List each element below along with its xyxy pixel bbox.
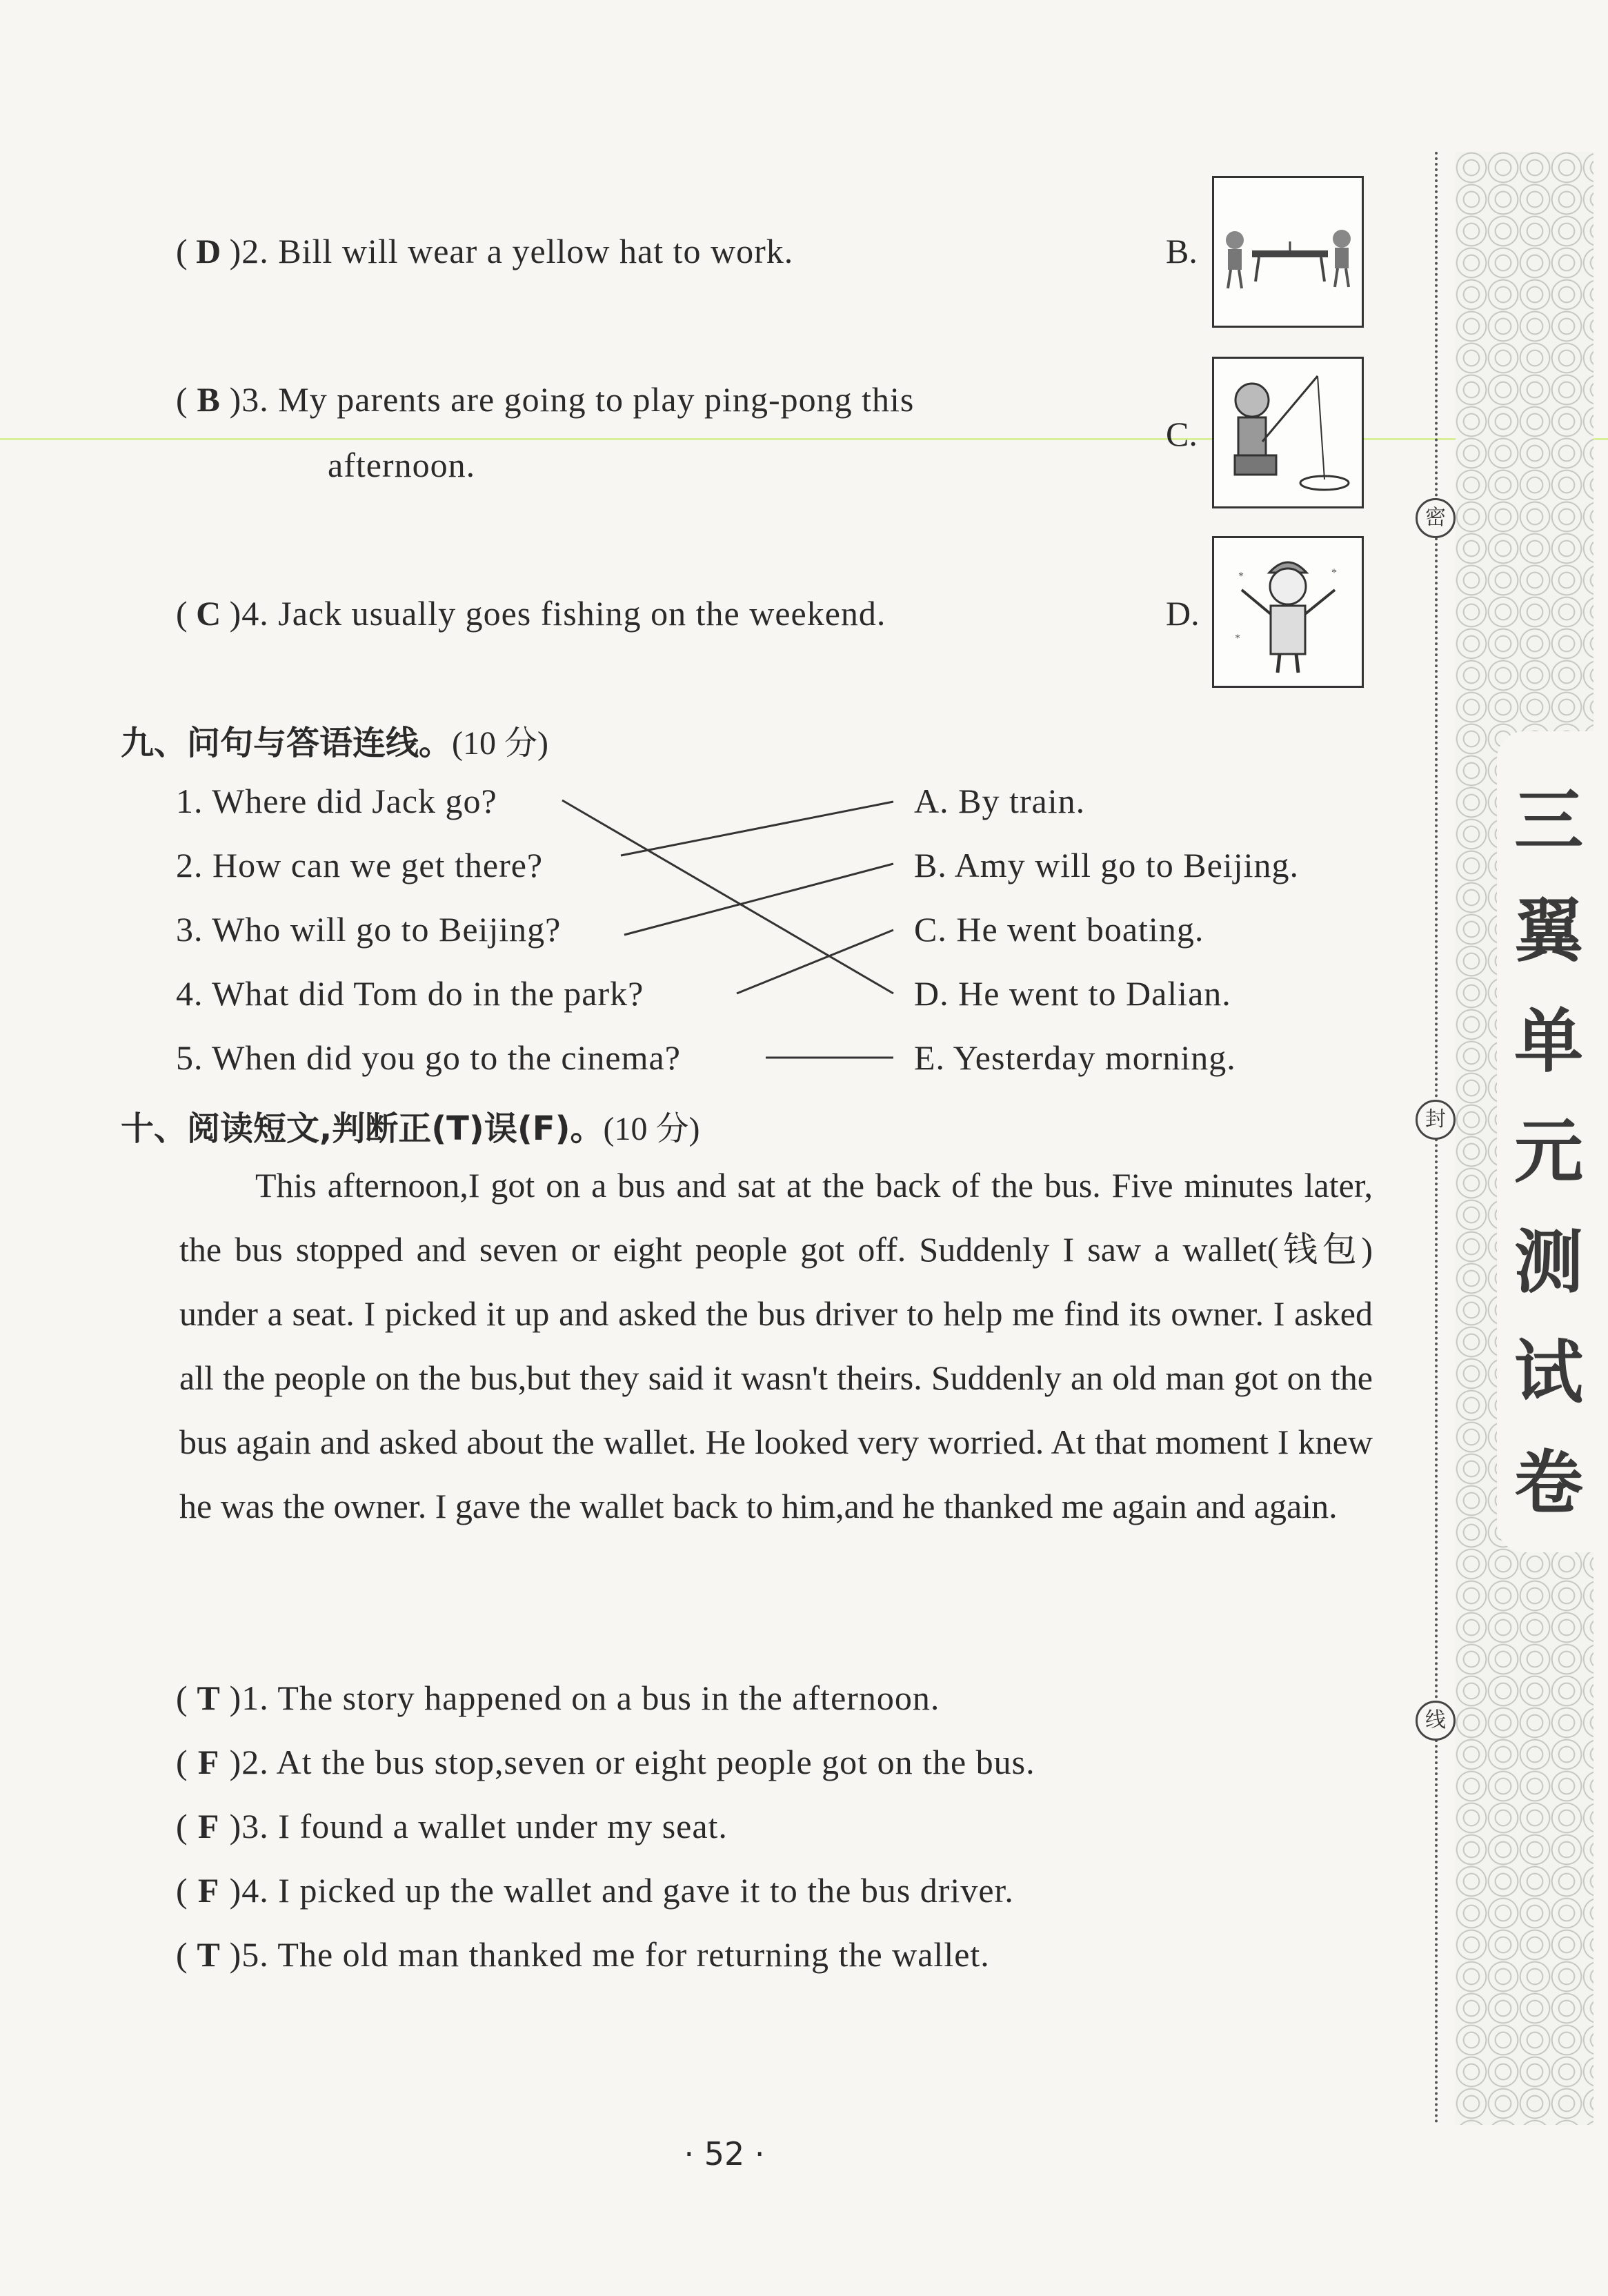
match-answer-b: B. Amy will go to Beijing. (914, 846, 1299, 884)
match-question-2: 2. How can we get there? (176, 846, 544, 884)
answer-mark: F (197, 1871, 220, 1910)
match-line-2-a (621, 802, 893, 855)
answer-mark: F (197, 1743, 220, 1781)
tf-item-4: ( F )4. I picked up the wallet and gave it to the bus driver. (176, 1871, 1014, 1910)
tf-item-3: ( F )3. I found a wallet under my seat. (176, 1807, 728, 1845)
match-answer-d: D. He went to Dalian. (914, 974, 1231, 1013)
match-question-3: 3. Who will go to Beijing? (176, 910, 562, 949)
match-answer-a: A. By train. (914, 782, 1086, 820)
seal-feng: 封 (1416, 1100, 1456, 1140)
picture-label-b: B. (1166, 232, 1198, 270)
page-number: · 52 · (684, 2135, 765, 2173)
svg-text:*: * (1235, 633, 1240, 644)
answer-mark: C (196, 594, 222, 633)
picture-question-2: ( D )2. Bill will wear a yellow hat to work. (176, 232, 794, 270)
tf-item-2: ( F )2. At the bus stop,seven or eight people got on the bus. (176, 1743, 1035, 1781)
section-9-heading: 九、问句与答语连线。(10 分) (121, 724, 548, 762)
svg-text:*: * (1238, 571, 1244, 582)
picture-label-d: D. (1166, 594, 1200, 633)
match-line-1-d (562, 800, 893, 993)
answer-mark: T (197, 1679, 221, 1717)
answer-mark: F (197, 1807, 220, 1845)
section-10-heading: 十、阅读短文,判断正(T)误(F)。(10 分) (121, 1109, 700, 1148)
match-answer-e: E. Yesterday morning. (914, 1038, 1236, 1077)
picture-label-c: C. (1166, 415, 1198, 453)
tf-item-5: ( T )5. The old man thanked me for returning the wallet. (176, 1935, 990, 1974)
match-question-5: 5. When did you go to the cinema? (176, 1038, 681, 1077)
match-line-4-c (737, 930, 893, 993)
answer-mark: B (197, 380, 221, 419)
match-question-1: 1. Where did Jack go? (176, 782, 497, 820)
match-question-4: 4. What did Tom do in the park? (176, 974, 644, 1013)
answer-mark: D (196, 232, 222, 270)
match-line-3-b (624, 864, 893, 935)
match-answer-c: C. He went boating. (914, 910, 1204, 949)
side-title: 三翼单元测试卷 (1514, 780, 1583, 1523)
tf-item-1: ( T )1. The story happened on a bus in the afternoon. (176, 1679, 940, 1717)
picture-question-3: ( B )3. My parents are going to play ping-pong this (176, 380, 915, 419)
seal-xian: 线 (1416, 1701, 1456, 1741)
picture-question-4: ( C )4. Jack usually goes fishing on the weekend. (176, 594, 886, 633)
picture-question-3-cont: afternoon. (328, 446, 476, 484)
seal-mi: 密 (1416, 498, 1456, 538)
reading-passage: This afternoon,I got on a bus and sat at the back of the bus. Five minutes later, the bus stopped and seven or eight people got off. Suddenly I saw a wallet(钱包) under a seat. I picked it up and asked the bus driver to help me find its owner. I asked all the people on the bus,but they said it wasn't theirs. Suddenly an old man got on the bus again and asked about the wallet. He looked very worried. At that moment I knew he was the owner. I gave the wallet back to him,and he thanked me again and again. (179, 1166, 1373, 1525)
svg-text:*: * (1331, 567, 1337, 579)
answer-mark: T (197, 1935, 221, 1974)
